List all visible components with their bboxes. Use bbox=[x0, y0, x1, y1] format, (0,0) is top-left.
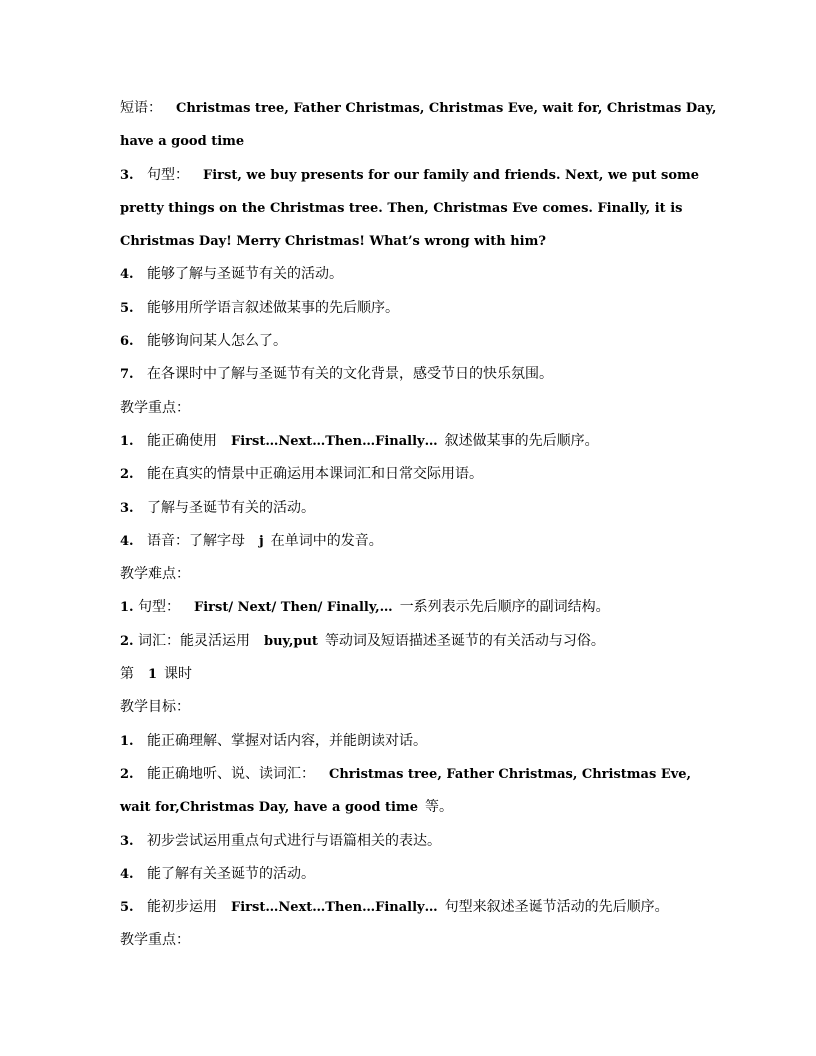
list-item-english-cont: wait for,Christmas Day, have a good time bbox=[120, 800, 418, 816]
list-item bbox=[120, 458, 700, 491]
list-item-text: 了解与圣诞节有关的活动。 bbox=[147, 499, 315, 516]
list-item-text: 能够用所学语言叙述做某事的先后顺序。 bbox=[147, 299, 399, 316]
section-heading-key-points bbox=[120, 392, 700, 425]
list-number: 1. bbox=[120, 733, 134, 749]
section-heading-objectives bbox=[120, 691, 700, 724]
list-item-text: 初步尝试运用重点句式进行与语篇相关的表达。 bbox=[147, 832, 441, 849]
list-item-text-pre: 能正确地听、说、读词汇： bbox=[147, 765, 315, 782]
list-item bbox=[120, 891, 700, 924]
list-item-text-post: 叙述做某事的先后顺序。 bbox=[444, 432, 599, 449]
sentence-patterns-text-cont-2: Christmas Day! Merry Christmas! What’s wrong with him? bbox=[120, 234, 546, 250]
section-heading-text: 教学难点： bbox=[120, 566, 190, 583]
list-item-text-pre: 能初步运用 bbox=[147, 899, 217, 916]
sentence-patterns-line bbox=[120, 159, 700, 192]
section-heading-text: 教学目标： bbox=[120, 699, 190, 716]
sentence-patterns-text-cont-1: pretty things on the Christmas tree. Then, Christmas Eve comes. Finally, it is bbox=[120, 200, 683, 216]
phrases-text-cont: have a good time bbox=[120, 134, 245, 150]
list-item bbox=[120, 725, 700, 758]
phrases-label: 短语： bbox=[120, 100, 162, 116]
list-item-text-post: 在单词中的发音。 bbox=[270, 532, 383, 549]
list-number: 3. bbox=[120, 500, 134, 516]
lesson-heading-post: 课时 bbox=[164, 666, 193, 683]
list-item bbox=[120, 258, 700, 291]
list-item bbox=[120, 591, 700, 624]
list-item-text: 能了解有关圣诞节的活动。 bbox=[147, 865, 315, 882]
list-item-text: 在各课时中了解与圣诞节有关的文化背景，感受节日的快乐氛围。 bbox=[147, 366, 553, 383]
list-number: 3. bbox=[120, 167, 134, 183]
list-number: 2. bbox=[120, 467, 134, 483]
list-number: 4. bbox=[120, 866, 134, 882]
list-item bbox=[120, 325, 700, 358]
phrases-line bbox=[120, 92, 717, 125]
list-item-english: buy,put bbox=[264, 633, 318, 649]
list-number: 1. bbox=[120, 433, 134, 449]
list-item-text-post: 等。 bbox=[424, 799, 453, 816]
sentence-patterns-text: First, we buy presents for our family and friends. Next, we put some bbox=[203, 167, 700, 183]
list-item-text: 能够询问某人怎么了。 bbox=[147, 333, 287, 350]
lesson-number: 1 bbox=[148, 667, 158, 683]
list-item-english: First…Next…Then…Finally… bbox=[231, 900, 438, 916]
list-item bbox=[120, 358, 700, 391]
sentence-patterns-cont-2 bbox=[120, 225, 700, 258]
list-item-english: First…Next…Then…Finally… bbox=[231, 433, 438, 449]
list-item bbox=[120, 858, 700, 891]
list-item-text-pre: 语音：了解字母 bbox=[147, 532, 245, 549]
sentence-patterns-label: 句型： bbox=[147, 166, 189, 183]
list-number: 1. bbox=[120, 600, 134, 616]
list-item-english: Christmas tree, Father Christmas, Christmas Eve, bbox=[329, 766, 692, 782]
list-item-text: 能在真实的情景中正确运用本课词汇和日常交际用语。 bbox=[147, 466, 483, 483]
list-item-text: 能正确理解、掌握对话内容，并能朗读对话。 bbox=[147, 732, 427, 749]
lesson-heading-pre: 第 bbox=[120, 666, 134, 683]
list-number: 6. bbox=[120, 334, 134, 350]
list-item-text-pre: 句型： bbox=[138, 599, 180, 616]
list-number: 3. bbox=[120, 833, 134, 849]
lesson-heading bbox=[120, 658, 700, 691]
list-item bbox=[120, 425, 700, 458]
phrases-text: Christmas tree, Father Christmas, Christmas Eve, wait for, Christmas Day, bbox=[176, 101, 717, 116]
list-item-text-post: 等动词及短语描述圣诞节的有关活动与习俗。 bbox=[324, 632, 605, 649]
document-body bbox=[120, 92, 717, 958]
list-item-cont bbox=[120, 791, 700, 824]
section-heading-text: 教学重点： bbox=[120, 399, 190, 416]
list-item-text-post: 一系列表示先后顺序的副词结构。 bbox=[399, 599, 610, 616]
list-item bbox=[120, 625, 700, 658]
list-item-english: First/ Next/ Then/ Finally,… bbox=[194, 600, 393, 616]
list-item-text: 能够了解与圣诞节有关的活动。 bbox=[147, 266, 343, 283]
list-number: 4. bbox=[120, 267, 134, 283]
list-item bbox=[120, 292, 700, 325]
list-number: 4. bbox=[120, 533, 134, 549]
list-item-text-post: 句型来叙述圣诞节活动的先后顺序。 bbox=[444, 899, 669, 916]
list-item-text-pre: 词汇：能灵活运用 bbox=[138, 632, 250, 649]
list-item-english: j bbox=[259, 533, 264, 549]
list-item bbox=[120, 492, 700, 525]
section-heading-difficulties bbox=[120, 558, 700, 591]
list-number: 7. bbox=[120, 367, 134, 383]
section-heading-text: 教学重点： bbox=[120, 932, 190, 949]
list-number: 2. bbox=[120, 766, 134, 782]
list-number: 5. bbox=[120, 300, 134, 316]
list-item bbox=[120, 825, 700, 858]
phrases-line-cont bbox=[120, 125, 700, 158]
list-item bbox=[120, 525, 700, 558]
list-number: 5. bbox=[120, 900, 134, 916]
section-heading-key-points-2 bbox=[120, 924, 700, 957]
list-item bbox=[120, 758, 700, 791]
sentence-patterns-cont-1 bbox=[120, 192, 700, 225]
list-number: 2. bbox=[120, 633, 134, 649]
list-item-text-pre: 能正确使用 bbox=[147, 432, 217, 449]
